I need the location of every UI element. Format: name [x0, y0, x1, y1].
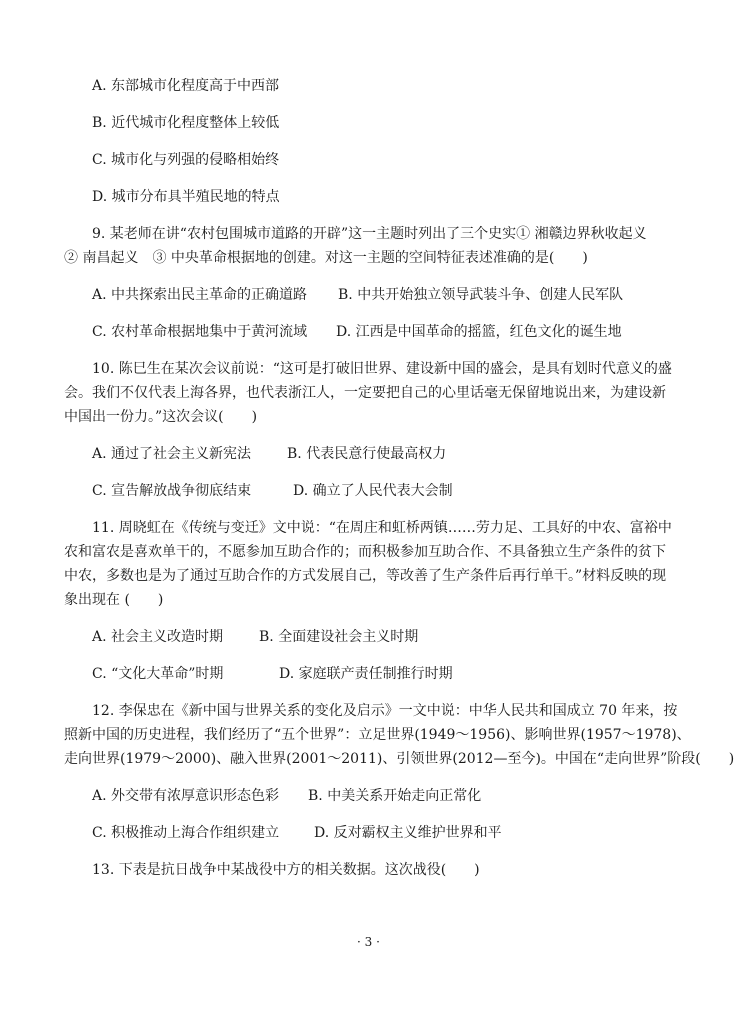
page-number: · 3 · — [357, 935, 380, 949]
q10-option-c: C. 宣告解放战争彻底结束 — [92, 483, 252, 499]
q9-option-b: B. 中共开始独立领导武装斗争、创建人民军队 — [338, 287, 624, 303]
q9-option-a: A. 中共探索出民主革命的正确道路 — [92, 287, 308, 303]
q12-options-ab — [92, 786, 481, 806]
q12-option-b: B. 中美关系开始走向正常化 — [308, 788, 482, 804]
q11-stem-line1: 11. 周晓虹在《传统与变迁》文中说：“在周庄和虹桥两镇……劳力足、工具好的中农、富裕中 — [92, 520, 672, 536]
q9-options-ab — [92, 285, 623, 305]
q9-options-cd — [92, 322, 622, 342]
q10-options-ab — [92, 444, 446, 464]
q9-option-d: D. 江西是中国革命的摇篮，红色文化的诞生地 — [336, 324, 622, 340]
q12-stem-line2: 照新中国的历史进程，我们经历了“五个世界”：立足世界(1949～1956)、影响世界(1957～1978)、 — [64, 727, 691, 743]
q10-option-a: A. 通过了社会主义新宪法 — [92, 446, 252, 462]
q10-stem-line1: 10. 陈巳生在某次会议前说：“这可是打破旧世界、建设新中国的盛会，是具有划时代意义的盛 — [92, 361, 672, 377]
q11-stem-line3: 中农，多数也是为了通过互助合作的方式发展自己，等改善了生产条件后再行单干。”材料反映的现 — [64, 568, 667, 584]
q11-option-a: A. 社会主义改造时期 — [92, 629, 224, 645]
q8-option-b: B. 近代城市化程度整体上较低 — [92, 115, 280, 131]
q10-options-cd — [92, 481, 453, 501]
q10-option-d: D. 确立了人民代表大会制 — [293, 483, 453, 499]
q12-options-cd — [92, 823, 502, 843]
q10-stem-line3: 中国出一份力。”这次会议( ) — [64, 409, 258, 425]
q10-stem-line2: 会。我们不仅代表上海各界，也代表浙江人，一定要把自己的心里话毫无保留地说出来，为建设新 — [64, 385, 666, 401]
q12-option-c: C. 积极推动上海合作组织建立 — [92, 825, 280, 841]
q9-option-c: C. 农村革命根据地集中于黄河流域 — [92, 324, 308, 340]
q12-option-a: A. 外交带有浓厚意识形态色彩 — [92, 788, 280, 804]
q11-option-c: C. “文化大革命”时期 — [92, 666, 224, 682]
q11-options-cd — [92, 664, 453, 684]
q13-stem-line1: 13. 下表是抗日战争中某战役中方的相关数据。这次战役( ) — [92, 862, 480, 878]
q8-option-a: A. 东部城市化程度高于中西部 — [92, 78, 280, 94]
q11-option-b: B. 全面建设社会主义时期 — [259, 629, 419, 645]
q11-option-d: D. 家庭联产责任制推行时期 — [279, 666, 453, 682]
q11-stem-line2: 农和富农是喜欢单干的，不愿参加互助合作的；而积极参加互助合作、不具备独立生产条件的贫下 — [64, 544, 666, 560]
q10-option-b: B. 代表民意行使最高权力 — [287, 446, 447, 462]
q12-option-d: D. 反对霸权主义维护世界和平 — [314, 825, 502, 841]
q11-options-ab — [92, 627, 418, 647]
q9-stem-line2: ② 南昌起义 ③ 中央革命根据地的创建。对这一主题的空间特征表述准确的是( ) — [64, 250, 588, 266]
q8-option-d: D. 城市分布具半殖民地的特点 — [92, 189, 280, 205]
q11-stem-line4: 象出现在 ( ) — [64, 592, 164, 608]
q12-stem-line1: 12. 李保忠在《新中国与世界关系的变化及启示》一文中说：中华人民共和国成立 70 年来，按 — [92, 703, 678, 719]
q9-stem-line1: 9. 某老师在讲“农村包围城市道路的开辟”这一主题时列出了三个史实① 湘赣边界秋收起义 — [92, 226, 647, 242]
q12-stem-line3: 走向世界(1979～2000)、融入世界(2001～2011)、引领世界(2012—至今)。中国在“走向世界”阶段( ) — [64, 751, 735, 767]
q8-option-c: C. 城市化与列强的侵略相始终 — [92, 152, 280, 168]
